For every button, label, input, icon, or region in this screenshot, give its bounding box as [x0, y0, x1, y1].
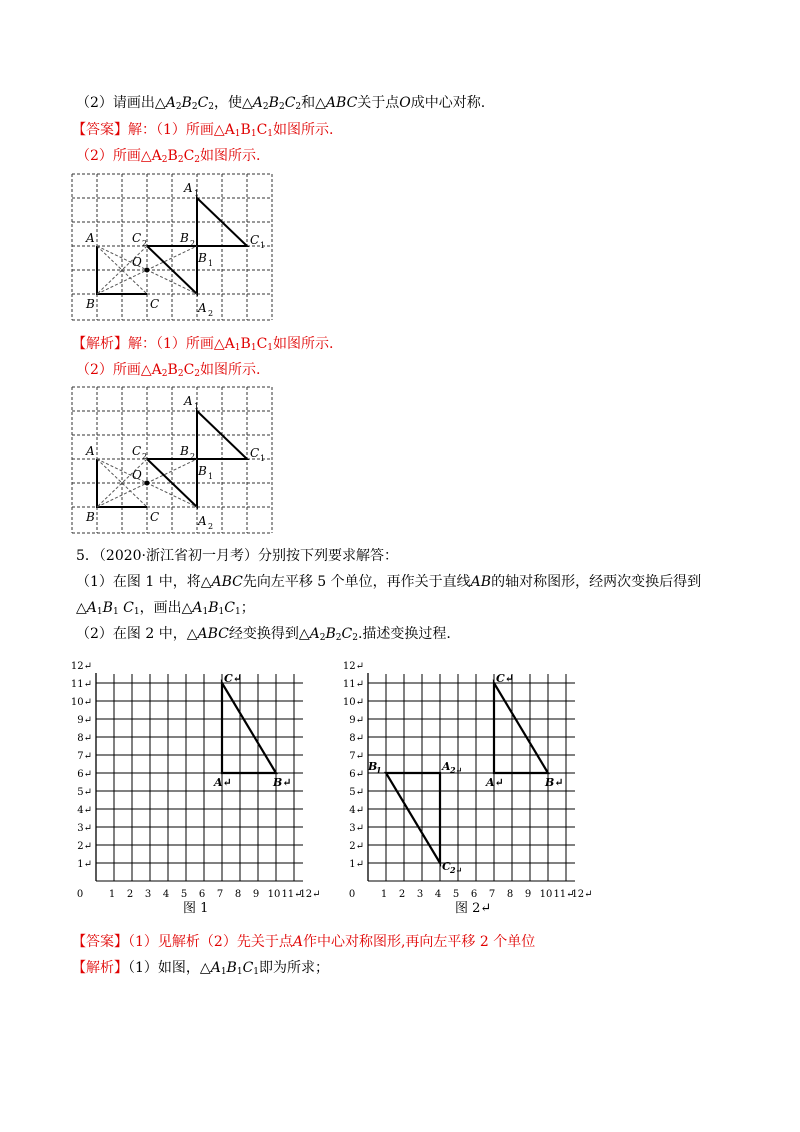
q5-sub: 1 — [112, 607, 119, 617]
label-sub: 1 — [194, 189, 200, 198]
y-tick-label: 2↵ — [349, 841, 364, 852]
q5-text: 先向左平移 5 个单位，再作关于直线 — [242, 574, 471, 590]
y-tick-label: 3↵ — [77, 823, 92, 834]
fig2-triangle-abc — [494, 683, 548, 773]
fig2-label-a: A↵ — [486, 776, 504, 789]
q5-text: .描述变换过程. — [357, 626, 451, 642]
label-sub: 2 — [142, 239, 148, 248]
x-tick-label: 2 — [398, 889, 406, 900]
label-sub: 2 — [190, 452, 196, 461]
q-sub: 2 — [262, 102, 269, 112]
answer-text: C — [183, 148, 195, 164]
q-text: △ABC — [315, 95, 358, 111]
label-c1: C — [250, 446, 260, 460]
x-tick-label: 5 — [180, 889, 188, 900]
x-tick-label: 6 — [198, 889, 206, 900]
q5-part2 — [76, 624, 451, 644]
analysis-sub: 2 — [161, 369, 168, 379]
q5-text: ； — [240, 600, 255, 616]
fig2-label-sub: 2↵ — [450, 865, 463, 875]
q-text: C — [197, 95, 209, 111]
label-b: B — [86, 510, 95, 524]
q5-sub: 1 — [202, 607, 209, 617]
q5-text: A — [86, 600, 97, 616]
q5-sub: 2 — [352, 633, 358, 643]
q5-text: ABC — [211, 574, 243, 590]
answer-line2 — [76, 146, 260, 166]
q5-text: C — [224, 600, 235, 616]
y-tick-label: 9↵ — [77, 715, 92, 726]
q5-number: 5． — [76, 548, 99, 564]
q-sub: 2 — [191, 102, 198, 112]
fig1-label-c: C↵ — [224, 672, 242, 685]
q5-text: C — [341, 626, 353, 642]
label-b2: B — [180, 231, 189, 245]
y-tick-label: 10↵ — [70, 697, 92, 708]
x-tick-label: 3 — [416, 889, 424, 900]
analysis-sub: 1 — [220, 967, 227, 977]
analysis-line1 — [72, 334, 333, 354]
grid-figure-answer — [70, 172, 275, 324]
label-sub: 2 — [208, 309, 214, 318]
label-c: C — [150, 297, 160, 311]
answer-sub: 1 — [250, 129, 257, 139]
x-tick-label: 1 — [108, 889, 116, 900]
analysis-tag: 【解析】 — [72, 960, 128, 976]
fig2-triangle-a2b2c2 — [386, 773, 440, 863]
label-sub: 2 — [190, 239, 196, 248]
analysis-line2 — [76, 360, 260, 380]
label-sub: 1 — [208, 259, 214, 268]
answer-text: C — [256, 122, 268, 138]
answer-tag: 【答案】 — [72, 934, 128, 950]
q5-text: B — [208, 600, 219, 616]
q5-text: ，画出△ — [139, 600, 193, 616]
analysis-text: C — [183, 362, 195, 378]
label-c2: C — [132, 444, 142, 458]
analysis-sub: 1 — [234, 343, 241, 353]
q5-part1-line1 — [76, 572, 701, 592]
analysis-text: C — [242, 960, 254, 976]
q5-text: B — [102, 600, 113, 616]
analysis-text: C — [256, 336, 268, 352]
q5-text: （1）在图 1 中，将△ — [76, 574, 212, 590]
analysis-text: B — [240, 336, 251, 352]
q5-text: 的轴对称图形，经两次变换后得到 — [491, 574, 702, 590]
analysis-sub: 2 — [194, 369, 201, 379]
x-tick-label: 6 — [470, 889, 478, 900]
q5-sub: 2 — [319, 633, 326, 643]
y-tick-label: 5↵ — [349, 787, 364, 798]
fig1-label-b: B↵ — [273, 776, 292, 789]
label-a: A — [86, 444, 95, 458]
fig2-label-sub: 2↵ — [450, 765, 463, 775]
label-b1: B — [198, 251, 207, 265]
q-text: 和 — [301, 95, 316, 111]
x-tick-label: 4 — [162, 889, 170, 900]
y-tick-label: 11↵ — [70, 679, 92, 690]
x-tick-label: 9 — [252, 889, 260, 900]
q-sub: 2 — [208, 102, 215, 112]
y-tick-label: 7↵ — [77, 751, 92, 762]
answer-sub: 2 — [194, 155, 201, 165]
label-a2: A — [198, 514, 207, 528]
label-sub: 1 — [260, 454, 266, 463]
question-part2 — [76, 93, 485, 113]
fig2-label-c: C↵ — [496, 672, 514, 685]
label-a1: A — [184, 394, 193, 408]
analysis-text: 解：（1）所画△A — [128, 336, 235, 352]
y-tick-label: 8↵ — [77, 733, 92, 744]
q-text: B — [268, 95, 279, 111]
q-text: B — [181, 95, 192, 111]
y-tick-label: 8↵ — [349, 733, 364, 744]
label-o: O — [132, 468, 142, 482]
x-tick-label: 5 — [452, 889, 460, 900]
label-sub: 1 — [194, 402, 200, 411]
answer-text: B — [167, 148, 178, 164]
grid-figure-analysis — [70, 385, 275, 537]
q-sub: 2 — [295, 102, 302, 112]
analysis-text: B — [167, 362, 178, 378]
q5-text: A — [309, 626, 320, 642]
q-text: ，使 — [214, 95, 243, 111]
q-text: 成中心对称. — [410, 95, 486, 111]
y-tick-label: 6↵ — [349, 769, 364, 780]
y-tick-label: 11↵ — [342, 679, 364, 690]
q-sub: 2 — [278, 102, 285, 112]
y-tick-label: 10↵ — [342, 697, 364, 708]
x-tick-label: 0 — [348, 889, 356, 900]
y-tick-label: 6↵ — [77, 769, 92, 780]
label-c1: C — [250, 233, 260, 247]
analysis-text: 如图所示. — [200, 362, 261, 378]
analysis-sub: 1 — [267, 343, 274, 353]
coordinate-figures — [70, 656, 730, 928]
q5-answer — [72, 932, 535, 952]
q5-sub: 1 — [133, 607, 140, 617]
q5-part1-line2 — [76, 598, 255, 618]
answer-line1 — [72, 120, 333, 140]
answer-text: （2）所画△A — [76, 148, 162, 164]
q5-text: △ — [76, 600, 87, 616]
q5-sub: 1 — [234, 607, 241, 617]
y-tick-label: 4↵ — [77, 805, 92, 816]
answer-text: 作中心对称图形,再向左平移 2 个单位 — [302, 934, 536, 950]
q5-text: C — [118, 600, 134, 616]
label-b: B — [86, 297, 95, 311]
q-text: △A — [242, 95, 263, 111]
label-a2: A — [198, 301, 207, 315]
x-tick-label: 7 — [488, 889, 496, 900]
y-tick-label: 4↵ — [349, 805, 364, 816]
label-c2: C — [132, 231, 142, 245]
x-tick-label: 8 — [506, 889, 514, 900]
analysis-sub: 1 — [236, 967, 243, 977]
fig1-label-a: A↵ — [214, 776, 232, 789]
label-c: C — [150, 510, 160, 524]
analysis-text: 如图所示. — [273, 336, 334, 352]
answer-text: B — [240, 122, 251, 138]
q5-text: ABC — [197, 626, 229, 642]
label-sub: 2 — [142, 452, 148, 461]
fig2-label-c2: C — [442, 860, 451, 873]
y-tick-label: 1↵ — [349, 859, 364, 870]
q5-sub: 1 — [218, 607, 225, 617]
answer-tag: 【答案】 — [72, 122, 128, 138]
x-tick-label: 3 — [144, 889, 152, 900]
q5-source: （2020·浙江省初一月考）分别按下列要求解答： — [98, 548, 398, 564]
q5-text: AB — [470, 574, 492, 590]
x-tick-label: 9 — [524, 889, 532, 900]
q5-sub: 1 — [96, 607, 103, 617]
q5-title — [76, 546, 398, 566]
fig2-caption: 图 2↵ — [455, 901, 492, 916]
answer-text: 如图所示. — [273, 122, 334, 138]
analysis-text: A — [210, 960, 221, 976]
q5-text: A — [192, 600, 203, 616]
q-text: O — [399, 95, 411, 111]
x-tick-label: 4 — [434, 889, 442, 900]
label-sub: 1 — [208, 472, 214, 481]
answer-text: （1）见解析（2）先关于点 — [128, 934, 293, 950]
answer-text: A — [292, 934, 303, 950]
fig2-label-b: B↵ — [545, 776, 564, 789]
analysis-sub: 1 — [250, 343, 257, 353]
y-tick-label: 7↵ — [349, 751, 364, 762]
fig2-label-b1: B — [368, 760, 378, 773]
x-tick-label: 12↵ — [299, 889, 321, 900]
analysis-sub: 1 — [253, 967, 260, 977]
answer-sub: 1 — [234, 129, 241, 139]
x-tick-label: 1 — [380, 889, 388, 900]
answer-text: 解：（1）所画△A — [128, 122, 235, 138]
q-sub: 2 — [175, 102, 182, 112]
label-a: A — [86, 231, 95, 245]
q5-text: B — [325, 626, 336, 642]
x-tick-label: 0 — [76, 889, 84, 900]
y-tick-label: 12↵ — [70, 661, 92, 672]
analysis-sub: 2 — [177, 369, 184, 379]
x-tick-label: 11↵ — [281, 889, 303, 900]
label-b1: B — [198, 464, 207, 478]
label-b2: B — [180, 444, 189, 458]
q5-analysis — [72, 958, 329, 978]
q-text: （2）请画出 — [76, 95, 155, 111]
answer-sub: 2 — [161, 155, 168, 165]
answer-sub: 2 — [177, 155, 184, 165]
label-o: O — [132, 255, 142, 269]
y-tick-label: 2↵ — [77, 841, 92, 852]
y-tick-label: 5↵ — [77, 787, 92, 798]
q5-text: 经变换得到△ — [228, 626, 310, 642]
q-text: C — [284, 95, 296, 111]
x-tick-label: 12↵ — [571, 889, 593, 900]
q-text: 关于点 — [357, 95, 400, 111]
q-text: △A — [154, 95, 176, 111]
fig1-caption: 图 1 — [183, 901, 209, 916]
x-tick-label: 10 — [539, 889, 553, 900]
answer-text: 如图所示. — [200, 148, 261, 164]
analysis-text: 即为所求； — [259, 960, 330, 976]
x-tick-label: 8 — [234, 889, 242, 900]
label-sub: 2 — [208, 522, 214, 531]
analysis-text: B — [226, 960, 237, 976]
answer-sub: 1 — [267, 129, 274, 139]
analysis-text: （2）所画△A — [76, 362, 162, 378]
x-tick-label: 2 — [126, 889, 134, 900]
y-tick-label: 1↵ — [77, 859, 92, 870]
label-sub: 1 — [260, 241, 266, 250]
fig1-triangle-abc — [222, 683, 276, 773]
fig2-label-sub: 1 — [376, 765, 382, 775]
analysis-text: （1）如图，△ — [128, 960, 211, 976]
x-tick-label: 7 — [216, 889, 224, 900]
q5-text: （2）在图 2 中，△ — [76, 626, 198, 642]
fig2-label-a2: A — [442, 760, 451, 773]
y-tick-label: 12↵ — [342, 661, 364, 672]
y-tick-label: 3↵ — [349, 823, 364, 834]
label-a1: A — [184, 181, 193, 195]
x-tick-label: 11↵ — [553, 889, 575, 900]
x-tick-label: 10 — [267, 889, 281, 900]
y-tick-label: 9↵ — [349, 715, 364, 726]
q5-sub: 2 — [335, 633, 342, 643]
analysis-tag: 【解析】 — [72, 336, 128, 352]
point-o — [145, 268, 150, 273]
